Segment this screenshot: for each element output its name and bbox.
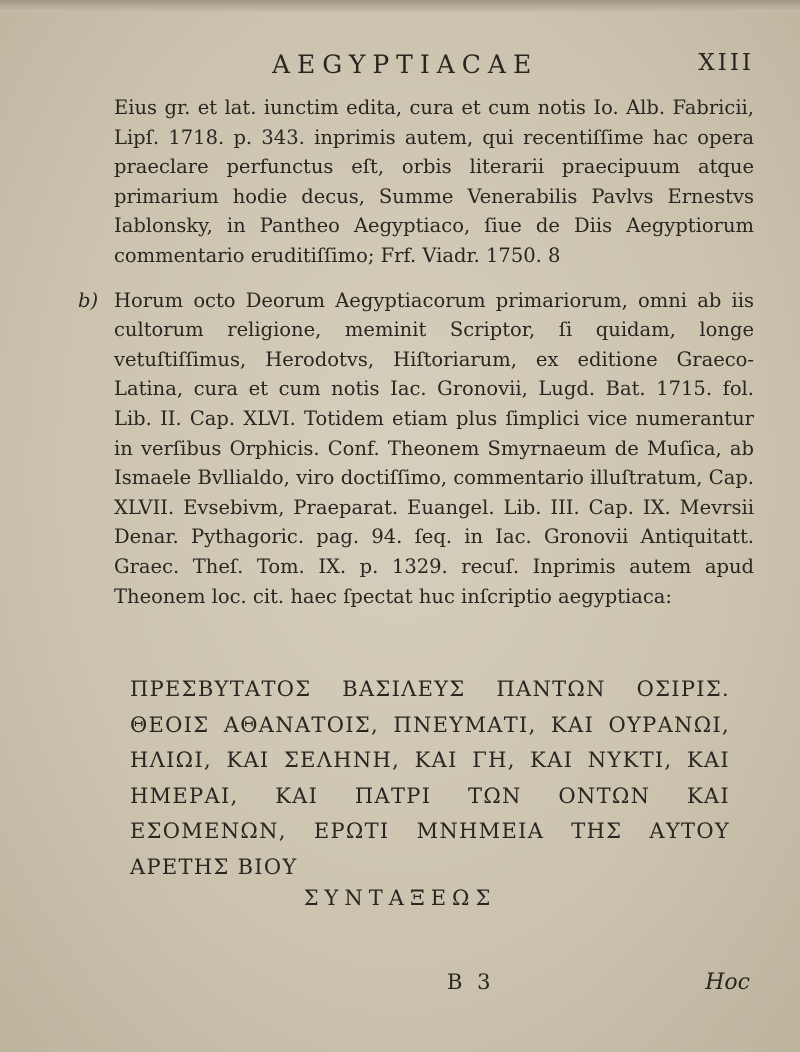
- page-top-edge: [0, 0, 800, 12]
- page-footer: [0, 970, 800, 1000]
- signature-mark: B 3: [447, 970, 495, 994]
- page-header: [0, 50, 800, 84]
- footnote-text: Horum octo Deorum Aegyptiacorum primariorum, omni ab iis cultorum religione, meminit Scriptor, ſi quidam, longe vetuſtiſſimus, Herodotvs, Hiſtoriarum, ex editione Graeco-Latina, cura et cum notis Iac. Gronovii, Lugd. Bat. 1715. fol. Lib. II. Cap. XLVI. Totidem etiam plus ſimplici vice numerantur in verſibus Orphicis. Conf. Theonem Smyrnaeum de Muſica, ab Ismaele Bvllialdo, viro doctiſſimo, commentario illuſtratum, Cap. XLVII. Evsebivm, Praeparat. Euangel. Lib. III. Cap. IX. Mevrsii Denar. Pythagoric. pag. 94. ſeq. in Iac. Gronovii Antiquitatt. Graec. Theſ. Tom. IX. p. 1329. recuſ. Inprimis autem apud Theonem loc. cit. haec ſpectat huc inſcriptio aegyptiaca:: [114, 288, 754, 608]
- running-head: AEGYPTIACAE: [272, 50, 539, 79]
- greek-inscription-last-line: ΣΥΝΤΑΞΕΩΣ: [303, 886, 497, 910]
- paragraph-continuation: Eius gr. et lat. iunctim edita, cura et cum notis Io. Alb. Fabricii, Lipſ. 1718. p. 343. inprimis autem, qui recentiſſime hac opera praeclare perfunctus eſt, orbis literarii praecipuum atque primarium hodie decus, Summe Venerabilis Pavlvs Ernestvs Iablonsky, in Pantheo Aegyptiaco, ſiue de Diis Aegyptiorum commentario eruditiſſimo; Frf. Viadr. 1750. 8: [114, 96, 754, 267]
- main-text: [78, 93, 754, 611]
- greek-inscription: ΠΡΕΣΒΥΤΑΤΟΣ ΒΑΣΙΛΕΥΣ ΠΑΝΤΩΝ ΟΣΙΡΙΣ. ΘΕΟΙΣ ΑΘΑΝΑΤΟΙΣ, ΠΝΕΥΜΑΤΙ, ΚΑΙ ΟΥΡΑΝΩΙ, ΗΛΙΩΙ, ΚΑΙ ΣΕΛΗΝΗ, ΚΑΙ ΓΗ, ΚΑΙ ΝΥΚΤΙ, ΚΑΙ ΗΜΕΡΑΙ, ΚΑΙ ΠΑΤΡΙ ΤΩΝ ΟΝΤΩΝ ΚΑΙ ΕΣΟΜΕΝΩΝ, ΕΡΩΤΙ ΜΝΗΜΕΙΑ ΤΗΣ ΑΥΤΟΥ ΑΡΕΤΗΣ ΒΙΟΥ: [130, 677, 730, 879]
- footnote-label: b): [78, 288, 99, 312]
- page-number: XIII: [698, 50, 754, 76]
- footnote-b: [78, 286, 754, 612]
- catchword: Hoc: [705, 970, 750, 995]
